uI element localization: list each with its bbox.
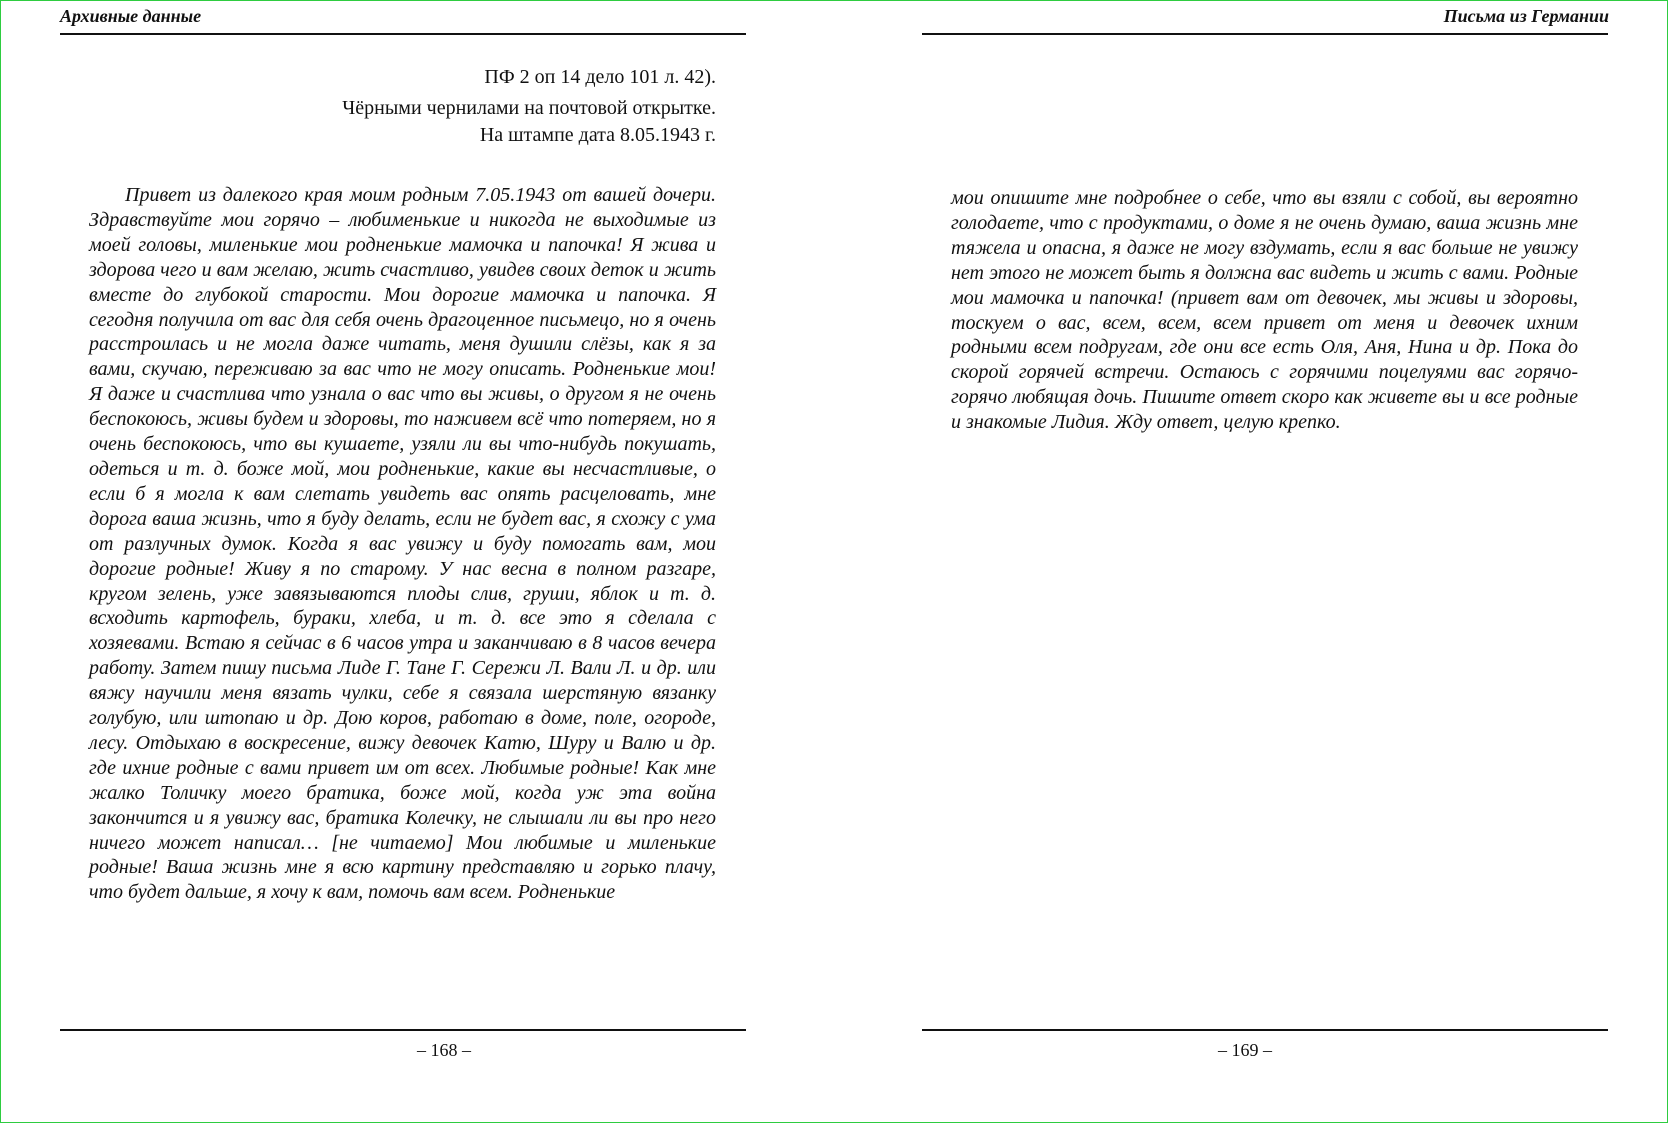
letter-text-right: мои опишите мне подробнее о себе, что вы взяли с собой, вы вероятно голодаете, что с продуктами, о доме я не очень думаю, ваша жизнь мне тяжела и опасна, я даже не могу вздумать, если я вас больше не увижу нет этого не может быть я должна вас видеть и жить с вами. Родные мои мамочка и папочка! (привет вам от девочек, мы живы и здоровы, тоскуем о вас, всем, всем, всем привет от меня и девочек ихним родными всем подругам, где они все есть Оля, Аня, Нина и др. Пока до скорой горячей встречи. Остаюсь с горячими поцелуями вас горячо-горячо любящая дочь. Пишите ответ скоро как живете вы и все родные и знакомые Лидия. Жду ответ, целую крепко. [951,187,1578,434]
archive-reference: ПФ 2 оп 14 дело 101 л. 42). [484,66,716,88]
footer-rule-left [60,1029,746,1031]
header-rule-left [60,33,746,35]
source-note-line: На штампе дата 8.05.1943 г. [479,124,716,146]
source-note-line: Чёрными чернилами на почтовой открытке. [342,97,716,119]
source-note [342,95,716,149]
page-number-right: – 169 – [1218,1040,1272,1060]
running-head-left: Архивные данные [60,6,202,26]
letter-text-left: Привет из далекого края моим родным 7.05.1943 от вашей дочери. Здравствуйте мои горячо – любименькие и никогда не выходимые из моей головы, миленькие мои родненькие мамочка и папочка! Я жива и здорова чего и вам желаю, жить счастливо, увидев своих деток и жить вместе до глубокой старости. Мои дорогие мамочка и папочка. Я сегодня получила от вас для себя очень драгоценное письмецо, но я очень расстроилась и не могла даже читать, меня душили слёзы, как я за вами, скучаю, переживаю за вас что не могу описать. Родненькие мои! Я даже и счастлива что узнала о вас что вы живы, о другом я не очень беспокоюсь, живы будем и здоровы, то наживем всё что потеряем, но я очень беспокоюсь, что вы кушаете, узяли ли вы что-нибудь покушать, одеться и т. д. боже мой, мои родненькие, какие вы несчастливые, о если б я могла к вам слетать увидеть вас опять расцеловать, мне дорога ваша жизнь, что я буду делать, если не будет вас, я схожу с ума от разлучных думок. Когда я вас увижу и буду помогать вам, мои дорогие родные! Живу я по старому. У нас весна в полном разгаре, кругом зелень, уже завязываются плоды слив, груши, яблок и т. д. всходить картофель, бураки, хлеба, и т. д. все это я сделала с хозяевами. Встаю я сейчас в 6 часов утра и заканчиваю в 8 часов вечера работу. Затем пишу письма Лиде Г. Тане Г. Сережи Л. Вали Л. и др. или вяжу научили меня вязать чулки, себе я связала шерстяную вязанку голубую, или штопаю и др. Дою коров, работаю в доме, поле, огороде, лесу. Отдыхаю в воскресение, вижу девочек Катю, Шуру и Валю и др. где ихние родные с вами привет им от всех. Любимые родные! Как мне жалко Толичку моего братика, боже мой, когда уж эта война закончится и я увижу вас, братика Колечку, не слышали ли вы про него ничего может написал… [не читаемо] Мои любимые и миленькие родные! Ваша жизнь мне я всю картину представляю и горько плачу, что будет дальше, я хочу к вам, помочь вам всем. Родненькие [89,184,716,904]
page-number-left: – 168 – [417,1040,471,1060]
footer-rule-right [922,1029,1608,1031]
running-head-right: Письма из Германии [1443,6,1609,26]
right-page [834,0,1668,1123]
header-rule-right [922,33,1608,35]
